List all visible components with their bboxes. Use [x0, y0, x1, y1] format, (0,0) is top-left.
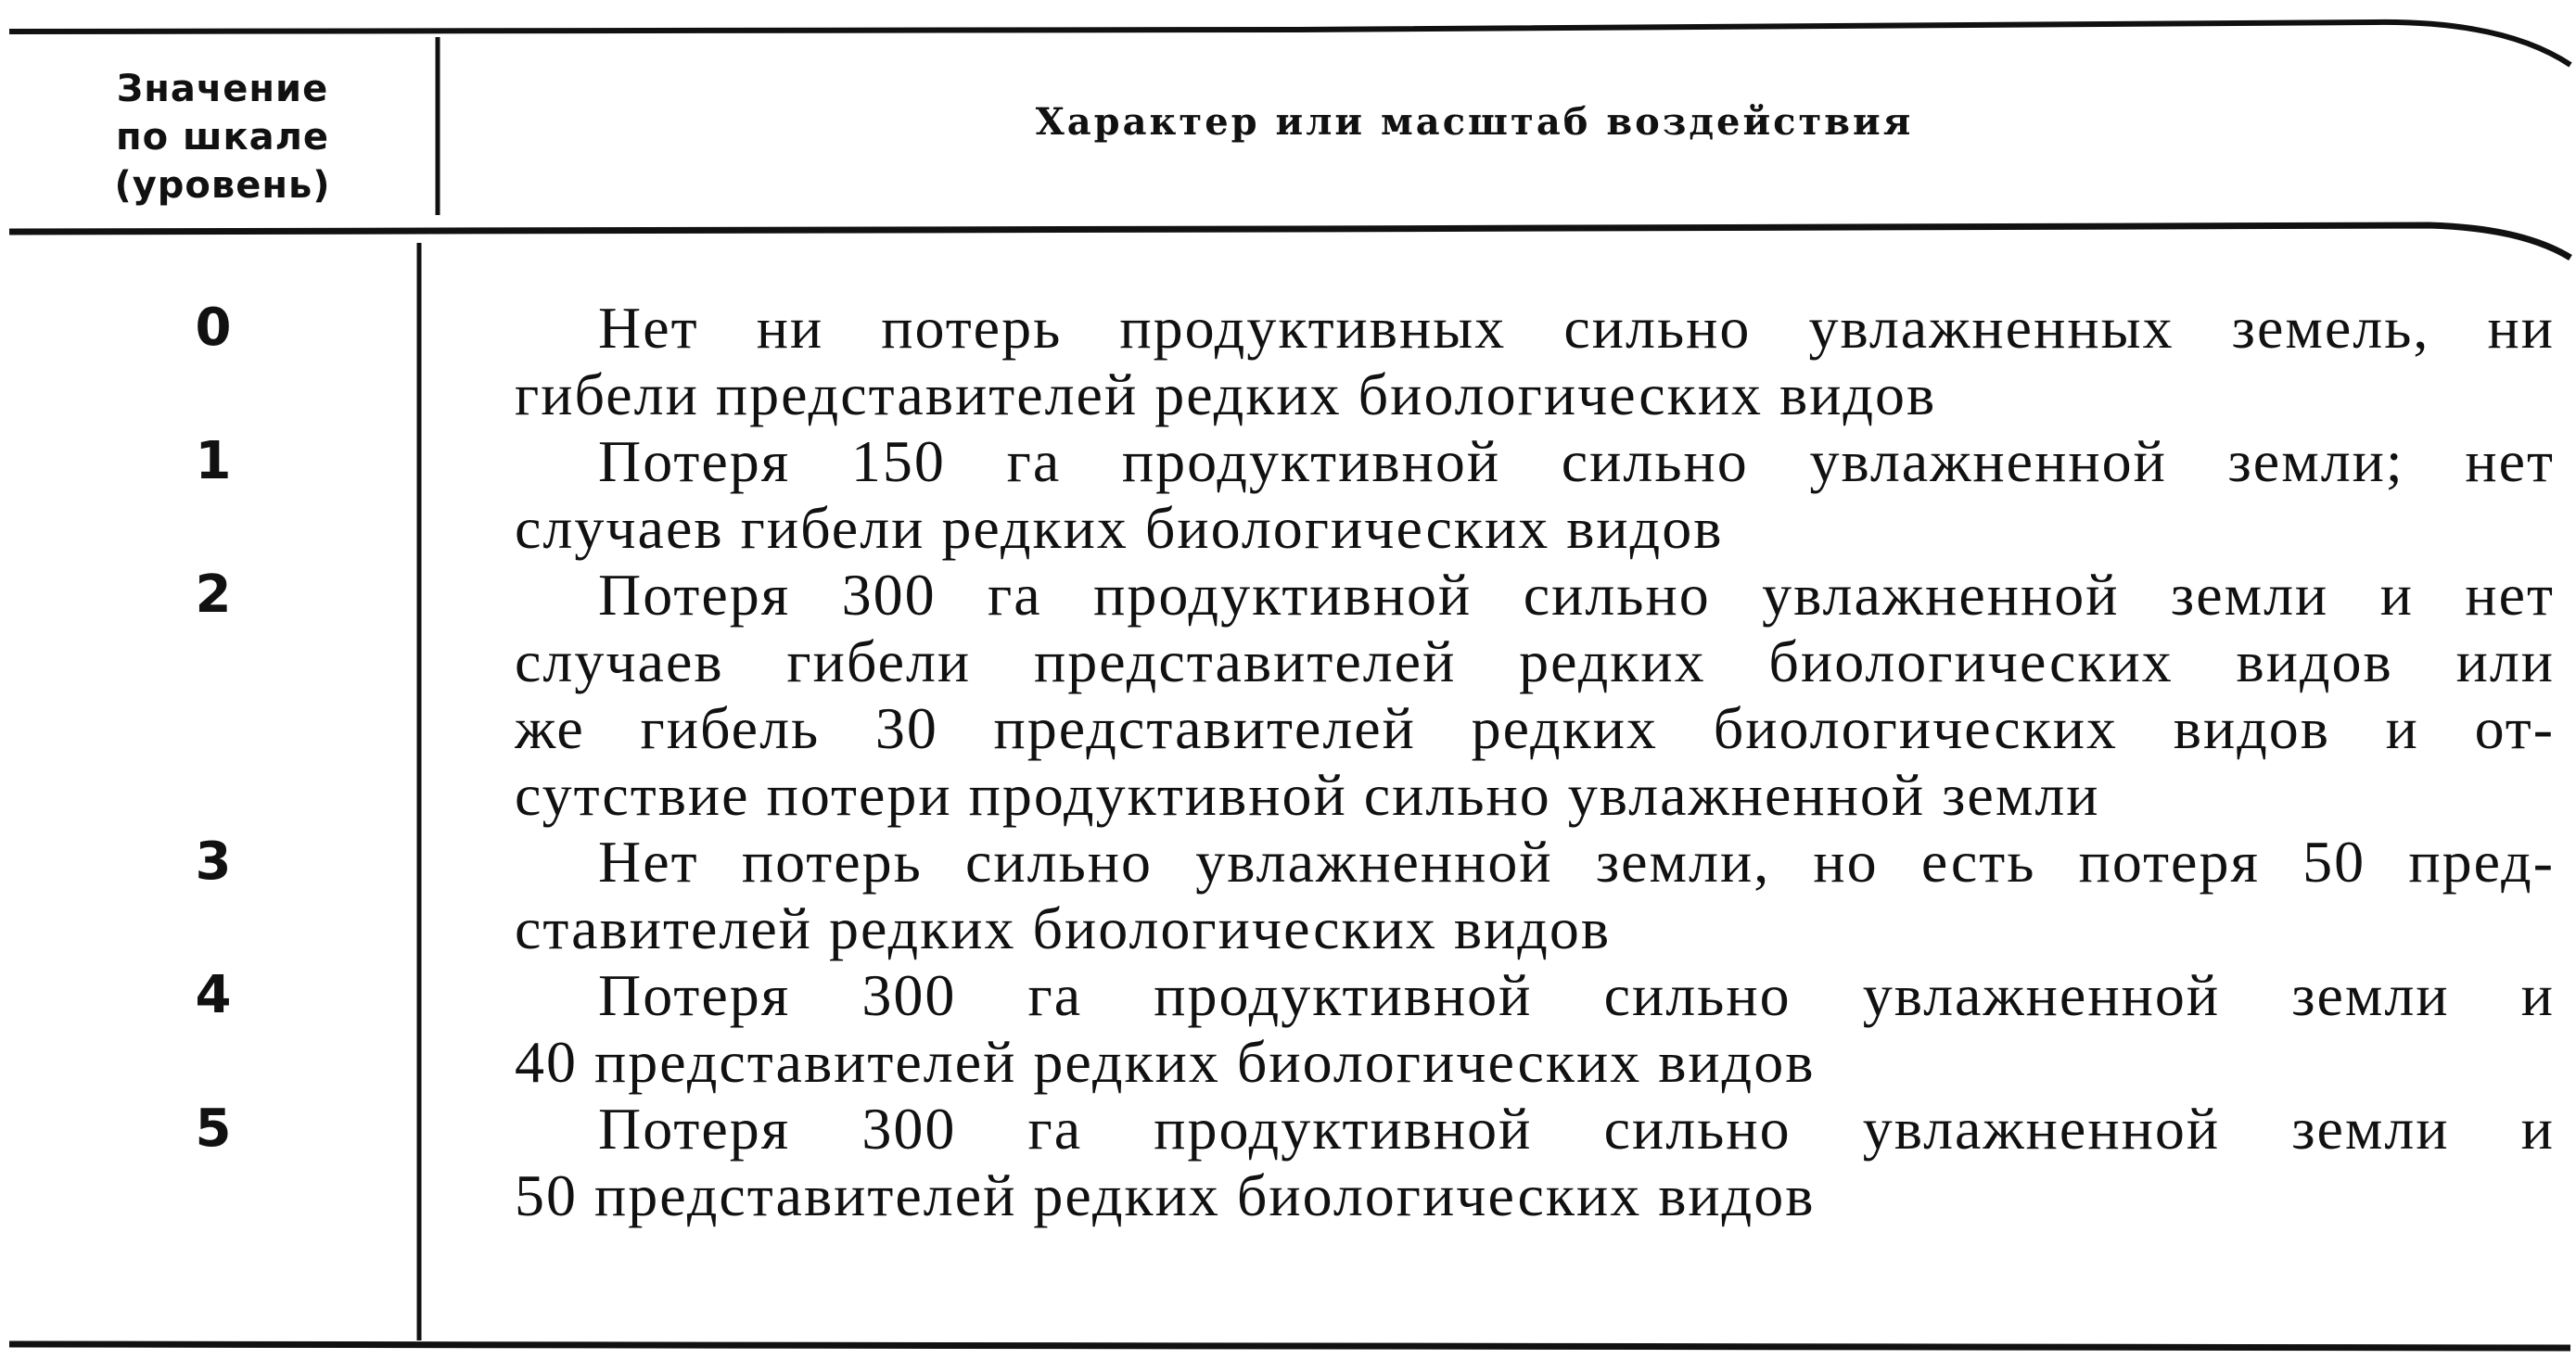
row-level: 2 [195, 565, 232, 625]
description-line: Потеря 300 га продуктивной сильно увлажненной земли и [598, 962, 2555, 1028]
description-line: Потеря 300 га продуктивной сильно увлажненной земли и нет [598, 562, 2555, 628]
header-bottom-rule [9, 225, 2570, 258]
table-body [0, 295, 2576, 1229]
row-level: 1 [195, 431, 232, 491]
description-line: сутствие потери продуктивной сильно увлажненной земли [515, 762, 2100, 828]
row-description [515, 1096, 2555, 1229]
description-line: 50 представителей редких биологических видов [515, 1162, 1816, 1228]
description-line: случаев гибели представителей редких биологических видов или [515, 629, 2555, 694]
row-description [515, 428, 2555, 562]
row-description [515, 829, 2555, 962]
row-level: 4 [195, 965, 232, 1025]
description-line: Потеря 300 га продуктивной сильно увлажненной земли и [598, 1096, 2555, 1162]
table-row [0, 1096, 2576, 1229]
row-description [515, 295, 2555, 428]
header-level-line: Значение [116, 68, 329, 110]
header-level-cell [37, 65, 408, 210]
row-level: 5 [195, 1099, 232, 1159]
table-row [0, 428, 2576, 562]
row-description [515, 562, 2555, 829]
top-rule [9, 22, 2570, 65]
description-line: Нет потерь сильно увлажненной земли, но есть потеря 50 пред- [598, 829, 2555, 895]
table-row [0, 829, 2576, 962]
header-level-line: (уровень) [114, 164, 331, 207]
table-row [0, 562, 2576, 829]
table-row [0, 962, 2576, 1096]
description-line: гибели представителей редких биологических видов [515, 362, 1937, 427]
table-row [0, 295, 2576, 428]
header-description-cell: Характер или масштаб воздействия [1035, 100, 1914, 144]
bottom-rule [9, 1344, 2570, 1348]
description-line: же гибель 30 представителей редких биологических видов и от- [515, 695, 2555, 761]
description-line: 40 представителей редких биологических видов [515, 1029, 1816, 1095]
description-line: ставителей редких биологических видов [515, 895, 1612, 961]
row-description [515, 962, 2555, 1096]
description-line: Нет ни потерь продуктивных сильно увлажненных земель, ни [598, 295, 2555, 361]
row-level: 3 [195, 832, 232, 892]
description-line: случаев гибели редких биологических видов [515, 495, 1724, 561]
description-line: Потеря 150 га продуктивной сильно увлажненной земли; нет [598, 428, 2555, 494]
header-level-line: по шкале [115, 116, 330, 159]
row-level: 0 [195, 298, 232, 358]
